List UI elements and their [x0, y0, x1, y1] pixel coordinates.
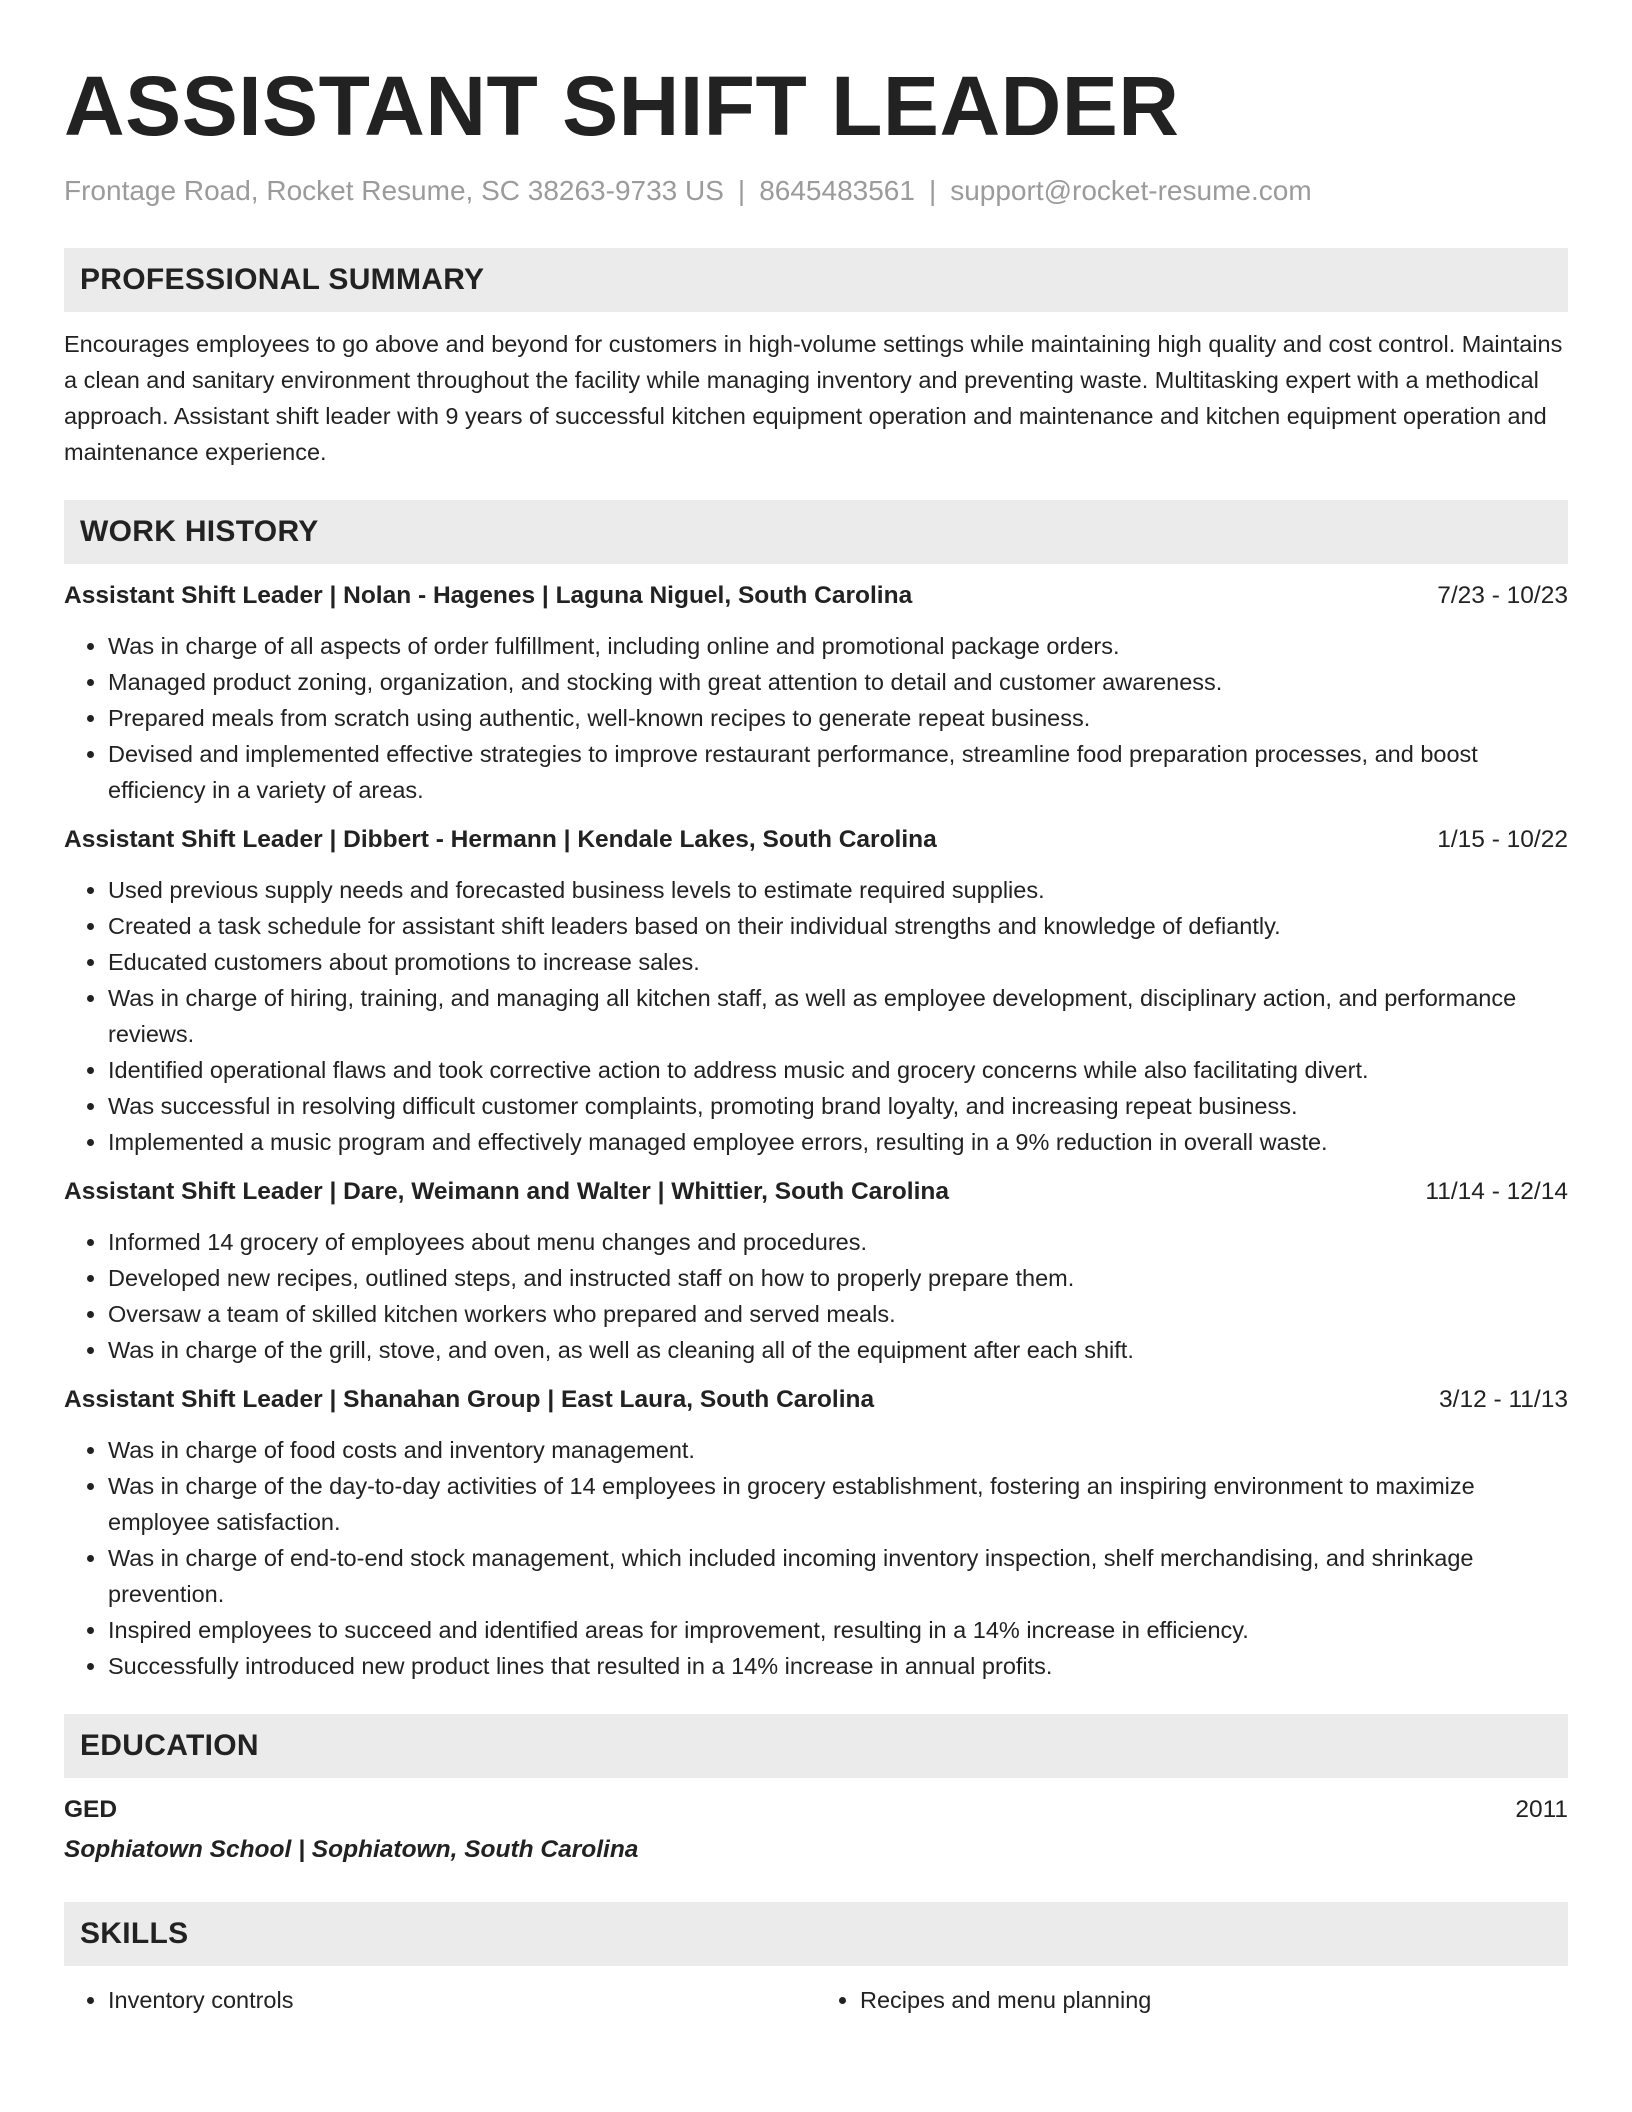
skills-list	[816, 1982, 1568, 2018]
job-header	[64, 578, 1568, 614]
contact-phone: 8645483561	[759, 175, 915, 206]
job-title: Assistant Shift Leader | Dibbert - Hermann | Kendale Lakes, South Carolina	[64, 825, 937, 853]
resume-name: ASSISTANT SHIFT LEADER	[64, 59, 1180, 153]
job-bullet: • Was in charge of hiring, training, and managing all kitchen staff, as well as employee development, disciplinary action, and performance reviews.	[108, 980, 1568, 1052]
job-header	[64, 1174, 1568, 1210]
job-dates: 11/14 - 12/14	[1425, 1177, 1568, 1205]
education-header	[64, 1792, 1568, 1828]
section-header-work-history: WORK HISTORY	[64, 500, 1568, 564]
education-entry	[64, 1792, 1568, 1868]
section-header-education: EDUCATION	[64, 1714, 1568, 1778]
job-bullets	[64, 872, 1568, 1160]
job-bullet: • Successfully introduced new product lines that resulted in a 14% increase in annual profits.	[108, 1648, 1568, 1684]
contact-email: support@rocket-resume.com	[950, 175, 1312, 206]
skill-item: • Inventory controls	[108, 1982, 816, 2018]
job-bullet: • Inspired employees to succeed and identified areas for improvement, resulting in a 14% increase in efficiency.	[108, 1612, 1568, 1648]
job-entry	[64, 1382, 1568, 1684]
job-bullet: • Was in charge of the day-to-day activities of 14 employees in grocery establishment, fostering an inspiring environment to maximize employee satisfaction.	[108, 1468, 1568, 1540]
skill-item: • Recipes and menu planning	[860, 1982, 1568, 2018]
education-degree: GED	[64, 1795, 118, 1823]
job-bullet: • Managed product zoning, organization, and stocking with great attention to detail and customer awareness.	[108, 664, 1568, 700]
job-bullet: • Devised and implemented effective strategies to improve restaurant performance, streamline food preparation processes, and boost efficiency in a variety of areas.	[108, 736, 1568, 808]
job-bullet: • Used previous supply needs and forecasted business levels to estimate required supplies.	[108, 872, 1568, 908]
job-bullet: • Was in charge of the grill, stove, and oven, as well as cleaning all of the equipment after each shift.	[108, 1332, 1568, 1368]
job-bullets	[64, 628, 1568, 808]
section-header-summary: PROFESSIONAL SUMMARY	[64, 248, 1568, 312]
job-entry	[64, 822, 1568, 1160]
job-entry	[64, 1174, 1568, 1368]
job-bullet: • Prepared meals from scratch using authentic, well-known recipes to generate repeat business.	[108, 700, 1568, 736]
job-header	[64, 1382, 1568, 1418]
skills-column-right	[816, 1966, 1568, 2018]
skills-column-left	[64, 1966, 816, 2018]
job-bullet: • Created a task schedule for assistant shift leaders based on their individual strengths and knowledge of defiantly.	[108, 908, 1568, 944]
contact-separator: |	[928, 175, 937, 206]
job-title: Assistant Shift Leader | Shanahan Group | East Laura, South Carolina	[64, 1385, 875, 1413]
job-title: Assistant Shift Leader | Nolan - Hagenes | Laguna Niguel, South Carolina	[64, 581, 913, 609]
job-title: Assistant Shift Leader | Dare, Weimann and Walter | Whittier, South Carolina	[64, 1177, 949, 1205]
job-bullet: • Was in charge of food costs and inventory management.	[108, 1432, 1568, 1468]
summary-text: Encourages employees to go above and beyond for customers in high-volume settings while maintaining high quality and cost control. Maintains a clean and sanitary environment throughout the facility while managing inventory and preventing waste. Multitasking expert with a methodical approach. Assistant shift leader with 9 years of successful kitchen equipment operation and maintenance and kitchen equipment operation and maintenance experience.	[64, 330, 1563, 465]
job-bullet: • Was in charge of end-to-end stock management, which included incoming inventory inspection, shelf merchandising, and shrinkage prevention.	[108, 1540, 1568, 1612]
job-bullet: • Was successful in resolving difficult customer complaints, promoting brand loyalty, and increasing repeat business.	[108, 1088, 1568, 1124]
job-bullet: • Implemented a music program and effectively managed employee errors, resulting in a 9% reduction in overall waste.	[108, 1124, 1568, 1160]
job-bullet: • Oversaw a team of skilled kitchen workers who prepared and served meals.	[108, 1296, 1568, 1332]
contact-address: Frontage Road, Rocket Resume, SC 38263-9733 US	[64, 175, 724, 206]
job-dates: 1/15 - 10/22	[1437, 825, 1568, 853]
job-bullet: • Identified operational flaws and took corrective action to address music and grocery concerns while also facilitating divert.	[108, 1052, 1568, 1088]
job-bullet: • Informed 14 grocery of employees about menu changes and procedures.	[108, 1224, 1568, 1260]
job-bullet: • Was in charge of all aspects of order fulfillment, including online and promotional package orders.	[108, 628, 1568, 664]
job-dates: 7/23 - 10/23	[1437, 581, 1568, 609]
education-year: 2011	[1515, 1795, 1568, 1823]
job-bullets	[64, 1224, 1568, 1368]
contact-separator: |	[737, 175, 746, 206]
section-header-skills: SKILLS	[64, 1902, 1568, 1966]
job-dates: 3/12 - 11/13	[1439, 1385, 1568, 1413]
skills-grid	[64, 1966, 1568, 2018]
education-school: Sophiatown School | Sophiatown, South Carolina	[64, 1835, 639, 1863]
job-header	[64, 822, 1568, 858]
job-bullet: • Educated customers about promotions to increase sales.	[108, 944, 1568, 980]
job-entry	[64, 578, 1568, 808]
skills-list	[64, 1982, 816, 2018]
job-bullet: • Developed new recipes, outlined steps, and instructed staff on how to properly prepare them.	[108, 1260, 1568, 1296]
contact-line	[64, 174, 1568, 208]
job-bullets	[64, 1432, 1568, 1684]
